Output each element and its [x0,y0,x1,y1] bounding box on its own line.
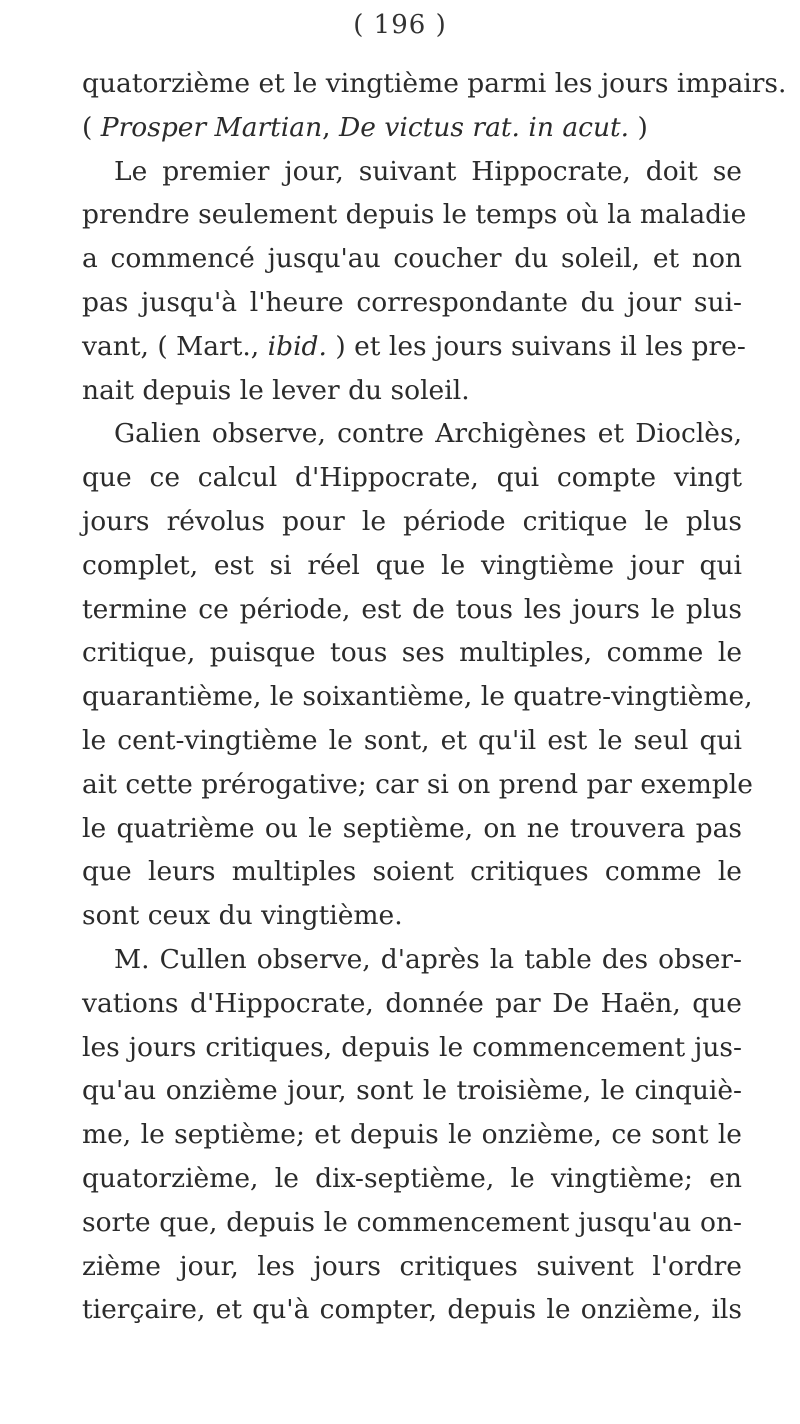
text-fragment: vant, ( Mart., [82,330,268,362]
text-line: zième jour, les jours critiques suivent l'ordre [82,1250,742,1282]
text-line: M. Cullen observe, d'après la table des obser- [114,943,742,975]
text-line: tierçaire, et qu'à compter, depuis le onzième, ils [82,1294,742,1326]
page-number: ( 196 ) [353,10,447,40]
text-line: prendre seulement depuis le temps où la maladie [82,199,747,231]
text-line: les jours critiques, depuis le commencement jus- [82,1031,742,1063]
text-line: nait depuis le lever du soleil. [82,374,470,406]
italic-citation: Prosper Martian [100,111,323,143]
text-line: termine ce période, est de tous les jours le plus [82,593,742,625]
text-line: vations d'Hippocrate, donnée par De Haën, que [82,987,742,1019]
text-line: sorte que, depuis le commencement jusqu'au on- [82,1206,742,1238]
text-line [82,106,742,150]
text-line: complet, est si réel que le vingtième jour qui [82,549,742,581]
text-line: Galien observe, contre Archigènes et Dioclès, [114,418,742,450]
body-text [82,62,787,1332]
text-line: quatorzième, le dix-septième, le vingtième; en [82,1162,742,1194]
text-line: me, le septième; et depuis le onzième, ce sont le [82,1119,742,1151]
text-line: qu'au onzième jour, sont le troisième, le cinquiè- [82,1075,742,1107]
text-line: que leurs multiples soient critiques comme le [82,856,742,888]
text-line: ait cette prérogative; car si on prend par exemple [82,768,753,800]
text-fragment: ) et les jours suivans il les pre- [326,330,746,362]
text-line: que ce calcul d'Hippocrate, qui compte vingt [82,462,742,494]
text-line: Le premier jour, suivant Hippocrate, doit se [114,155,742,187]
text-line: a commencé jusqu'au coucher du soleil, et non [82,243,742,275]
italic-citation: De victus rat. in acut. [339,111,630,143]
text-line: sont ceux du vingtième. [82,900,403,932]
text-line [82,325,746,369]
text-line: le cent-vingtième le sont, et qu'il est le seul qui [82,724,742,756]
italic-citation: ibid. [267,330,327,362]
text-line: quarantième, le soixantième, le quatre-vingtième, [82,681,753,713]
text-line: jours révolus pour le période critique le plus [82,505,742,537]
text-line: critique, puisque tous ses multiples, comme le [82,637,742,669]
text-line: le quatrième ou le septième, on ne trouvera pas [82,812,742,844]
text-fragment: ( [82,111,101,143]
text-fragment: ) [629,111,648,143]
text-line: quatorzième et le vingtième parmi les jours impairs. [82,68,787,99]
text-fragment: , [322,111,340,143]
text-line: pas jusqu'à l'heure correspondante du jour sui- [82,286,742,318]
